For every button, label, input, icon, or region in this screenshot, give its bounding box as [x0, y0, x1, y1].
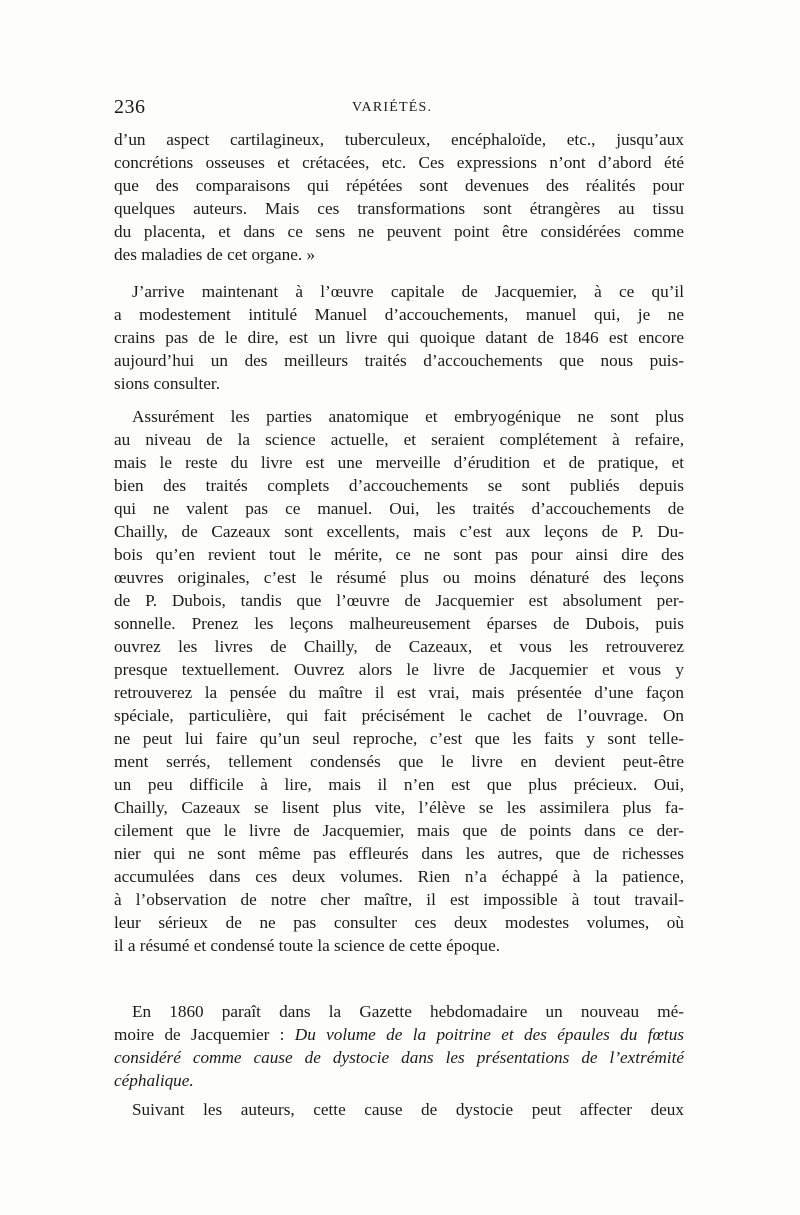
text-line: quelques auteurs. Mais ces transformations sont étrangères au tissu — [114, 199, 684, 218]
text-line: accumulées dans ces deux volumes. Rien n’a échappé à la patience, — [114, 867, 684, 886]
text-line: ouvrez les livres de Chailly, de Cazeaux, et vous les retrouverez — [114, 637, 684, 656]
text-run: moire de Jacquemier : — [114, 1025, 285, 1044]
text-line: leur sérieux de ne pas consulter ces deux modestes volumes, où — [114, 913, 684, 932]
text-line: J’arrive maintenant à l’œuvre capitale de Jacquemier, à ce qu’il — [132, 282, 684, 301]
text-line: il a résumé et condensé toute la science de cette époque. — [114, 936, 501, 955]
text-line: Suivant les auteurs, cette cause de dystocie peut affecter deux — [132, 1100, 684, 1119]
text-line: d’un aspect cartilagineux, tuberculeux, encéphaloïde, etc., jusqu’aux — [114, 130, 684, 149]
text-line: de P. Dubois, tandis que l’œuvre de Jacquemier est absolument per- — [114, 591, 684, 610]
text-line — [114, 1023, 684, 1046]
text-line — [114, 1046, 684, 1069]
text-line: ment serrés, tellement condensés que le livre en devient peut-être — [114, 752, 684, 771]
text-line: mais le reste du livre est une merveille d’érudition et de pratique, et — [114, 453, 684, 472]
text-line: Assurément les parties anatomique et embryogénique ne sont plus — [132, 407, 684, 426]
article-title-italic: considéré comme cause de dystocie dans les présentations de l’extrémité — [114, 1048, 684, 1067]
text-line: crains pas de le dire, est un livre qui quoique datant de 1846 est encore — [114, 328, 684, 347]
text-line: des maladies de cet organe. » — [114, 245, 316, 264]
text-line: aujourd’hui un des meilleurs traités d’accouchements que nous puis- — [114, 351, 684, 370]
running-head: VARIÉTÉS. — [352, 100, 433, 115]
text-line: Chailly, Cazeaux se lisent plus vite, l’élève se les assimilera plus fa- — [114, 798, 684, 817]
page-number: 236 — [114, 96, 146, 118]
text-line: a modestement intitulé Manuel d’accouchements, manuel qui, je ne — [114, 305, 684, 324]
text-line — [114, 1069, 684, 1092]
text-line: qui ne valent pas ce manuel. Oui, les traités d’accouchements de — [114, 499, 684, 518]
text-line: concrétions osseuses et crétacées, etc. Ces expressions n’ont d’abord été — [114, 153, 684, 172]
page-header — [114, 96, 684, 122]
text-line: au niveau de la science actuelle, et seraient complétement à refaire, — [114, 430, 684, 449]
article-title-italic: Du volume de la poitrine et des épaules du fœtus — [294, 1025, 684, 1044]
text-line: sonnelle. Prenez les leçons malheureusement éparses de Dubois, puis — [114, 614, 684, 633]
text-line: Chailly, de Cazeaux sont excellents, mais c’est aux leçons de P. Du- — [114, 522, 684, 541]
text-line: que des comparaisons qui répétées sont devenues des réalités pour — [114, 176, 684, 195]
text-line: un peu difficile à lire, mais il n’en est que plus précieux. Oui, — [114, 775, 684, 794]
text-line: sions consulter. — [114, 374, 220, 393]
text-line: presque textuellement. Ouvrez alors le livre de Jacquemier et vous y — [114, 660, 684, 679]
text-line: ne peut lui faire qu’un seul reproche, c’est que les faits y sont telle- — [114, 729, 684, 748]
text-line: œuvres originales, c’est le résumé plus ou moins dénaturé des leçons — [114, 568, 684, 587]
text-line: du placenta, et dans ce sens ne peuvent point être considérées comme — [114, 222, 684, 241]
text-line: spéciale, particulière, qui fait précisément le cachet de l’ouvrage. On — [114, 706, 684, 725]
text-line: cilement que le livre de Jacquemier, mais que de points dans ce der- — [114, 821, 684, 840]
article-title-italic: céphalique. — [114, 1071, 194, 1090]
text-line: retrouverez la pensée du maître il est vrai, mais présentée d’une façon — [114, 683, 684, 702]
text-line: nier qui ne sont même pas effleurés dans les autres, que de richesses — [114, 844, 684, 863]
text-line: à l’observation de notre cher maître, il est impossible à tout travail- — [114, 890, 684, 909]
text-line: En 1860 paraît dans la Gazette hebdomadaire un nouveau mé- — [132, 1002, 684, 1021]
text-line: bois qu’en revient tout le mérite, ce ne sont pas pour ainsi dire des — [114, 545, 684, 564]
text-line: bien des traités complets d’accouchements se sont publiés depuis — [114, 476, 684, 495]
